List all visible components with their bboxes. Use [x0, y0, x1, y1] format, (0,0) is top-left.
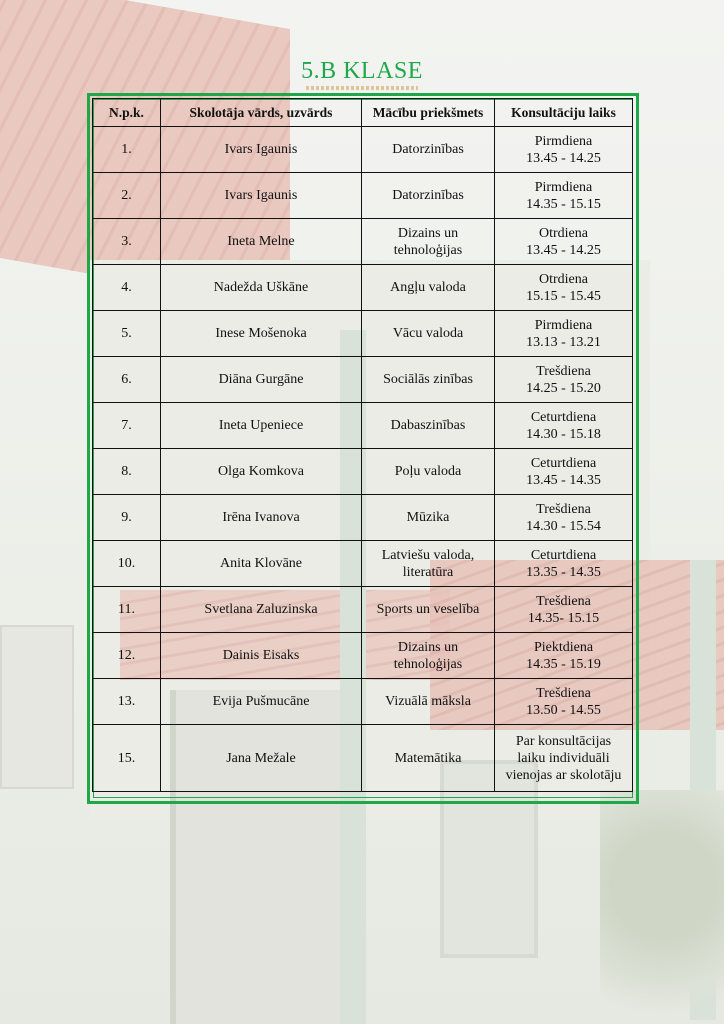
subject-line: tehnoloģijas	[393, 656, 463, 672]
subject	[362, 127, 495, 173]
time-line: Par konsultācijas	[515, 733, 612, 749]
row-number: 13.	[93, 679, 161, 725]
background-sign	[0, 625, 74, 789]
table-row	[93, 357, 633, 403]
time-line: Trešdiena	[536, 593, 591, 609]
subject	[362, 173, 495, 219]
time-line: laiku individuāli	[517, 750, 610, 766]
time-line: Piektdiena	[533, 639, 594, 655]
row-number: 8.	[93, 449, 161, 495]
subject-line: Matemātika	[394, 750, 462, 766]
consultation-time	[495, 265, 633, 311]
table-row	[93, 587, 633, 633]
table-row	[93, 219, 633, 265]
header-nr: N.p.k.	[93, 99, 161, 127]
table-row	[93, 173, 633, 219]
time-line: 15.15 - 15.45	[526, 288, 601, 304]
time-line: 13.50 - 14.55	[526, 702, 601, 718]
teacher-name: Olga Komkova	[161, 449, 362, 495]
subject	[362, 403, 495, 449]
subject	[362, 679, 495, 725]
consultation-time	[495, 219, 633, 265]
subject-line: Dizains un	[397, 639, 459, 655]
subject-line: tehnoloģijas	[393, 242, 463, 258]
subject-line: Datorzinības	[392, 188, 464, 203]
teacher-name: Evija Pušmucāne	[161, 679, 362, 725]
subject-line: Latviešu valoda,	[381, 547, 475, 563]
subject-line: Vizuālā māksla	[385, 694, 471, 709]
time-line: 14.35 - 15.15	[526, 196, 601, 212]
row-number: 5.	[93, 311, 161, 357]
consultation-table	[92, 98, 633, 792]
teacher-name: Anita Klovāne	[161, 541, 362, 587]
teacher-name: Ivars Igaunis	[161, 127, 362, 173]
teacher-name: Svetlana Zaluzinska	[161, 587, 362, 633]
subject-line: Poļu valoda	[394, 464, 462, 479]
table-row	[93, 541, 633, 587]
time-line: 13.45 - 14.35	[526, 472, 601, 488]
subject-line: Mūzika	[406, 510, 450, 525]
title-underline	[306, 86, 418, 90]
row-number: 4.	[93, 265, 161, 311]
table-row	[93, 403, 633, 449]
teacher-name: Inese Mošenoka	[161, 311, 362, 357]
teacher-name: Ineta Upeniece	[161, 403, 362, 449]
row-number: 12.	[93, 633, 161, 679]
table-row	[93, 449, 633, 495]
subject	[362, 357, 495, 403]
teacher-name: Dainis Eisaks	[161, 633, 362, 679]
subject-line: Angļu valoda	[390, 280, 466, 295]
subject	[362, 725, 495, 792]
consultation-time	[495, 311, 633, 357]
table-body	[93, 127, 633, 792]
time-line: 14.30 - 15.54	[526, 518, 601, 534]
header-teacher: Skolotāja vārds, uzvārds	[161, 99, 362, 127]
consultation-time	[495, 725, 633, 792]
consultation-time	[495, 127, 633, 173]
background-tree	[600, 790, 724, 1024]
subject-line: Sociālās zinības	[383, 372, 473, 387]
row-number: 9.	[93, 495, 161, 541]
subject	[362, 541, 495, 587]
teacher-name: Jana Mežale	[161, 725, 362, 792]
header-subject: Mācību priekšmets	[362, 99, 495, 127]
consultation-time	[495, 633, 633, 679]
teacher-name: Ivars Igaunis	[161, 173, 362, 219]
time-line: Trešdiena	[536, 501, 591, 517]
table-row	[93, 311, 633, 357]
consultation-time	[495, 357, 633, 403]
teacher-name: Nadežda Uškāne	[161, 265, 362, 311]
subject-line: literatūra	[402, 564, 454, 580]
row-number: 10.	[93, 541, 161, 587]
subject	[362, 587, 495, 633]
row-number: 11.	[93, 587, 161, 633]
time-line: Trešdiena	[536, 685, 591, 701]
page-title: 5.B KLASE	[301, 58, 423, 84]
table-row	[93, 679, 633, 725]
time-line: Ceturtdiena	[530, 455, 597, 471]
time-line: 14.25 - 15.20	[526, 380, 601, 396]
table-row	[93, 725, 633, 792]
table-row	[93, 633, 633, 679]
row-number: 6.	[93, 357, 161, 403]
subject-line: Dizains un	[397, 225, 459, 241]
subject-line: Vācu valoda	[392, 326, 464, 341]
time-line: Pirmdiena	[534, 133, 593, 149]
time-line: vienojas ar skolotāju	[505, 767, 622, 783]
teacher-name: Irēna Ivanova	[161, 495, 362, 541]
teacher-name: Ineta Melne	[161, 219, 362, 265]
consultation-time	[495, 495, 633, 541]
table-row	[93, 495, 633, 541]
consultation-time	[495, 403, 633, 449]
subject	[362, 449, 495, 495]
time-line: Pirmdiena	[534, 317, 593, 333]
time-line: Trešdiena	[536, 363, 591, 379]
consultation-time	[495, 449, 633, 495]
time-line: 13.13 - 13.21	[526, 334, 601, 350]
time-line: Otrdiena	[539, 225, 588, 241]
consultation-time	[495, 541, 633, 587]
time-line: 14.30 - 15.18	[526, 426, 601, 442]
row-number: 1.	[93, 127, 161, 173]
row-number: 2.	[93, 173, 161, 219]
time-line: 14.35 - 15.19	[526, 656, 601, 672]
time-line: 13.45 - 14.25	[526, 242, 601, 258]
consultation-time	[495, 173, 633, 219]
time-line: Pirmdiena	[534, 179, 593, 195]
table-row	[93, 265, 633, 311]
row-number: 15.	[93, 725, 161, 792]
subject	[362, 311, 495, 357]
subject	[362, 265, 495, 311]
row-number: 3.	[93, 219, 161, 265]
time-line: Ceturtdiena	[530, 547, 597, 563]
time-line: Ceturtdiena	[530, 409, 597, 425]
subject-line: Datorzinības	[392, 142, 464, 157]
subject-line: Sports un veselība	[376, 602, 480, 617]
header-time: Konsultāciju laiks	[495, 99, 633, 127]
time-line: 13.35 - 14.35	[526, 564, 601, 580]
time-line: 14.35- 15.15	[527, 610, 600, 626]
time-line: 13.45 - 14.25	[526, 150, 601, 166]
teacher-name: Diāna Gurgāne	[161, 357, 362, 403]
table-header-row	[93, 99, 633, 127]
row-number: 7.	[93, 403, 161, 449]
consultation-time	[495, 679, 633, 725]
table-row	[93, 127, 633, 173]
time-line: Otrdiena	[539, 271, 588, 287]
subject	[362, 495, 495, 541]
subject-line: Dabaszinības	[390, 418, 466, 433]
subject	[362, 633, 495, 679]
consultation-time	[495, 587, 633, 633]
subject	[362, 219, 495, 265]
